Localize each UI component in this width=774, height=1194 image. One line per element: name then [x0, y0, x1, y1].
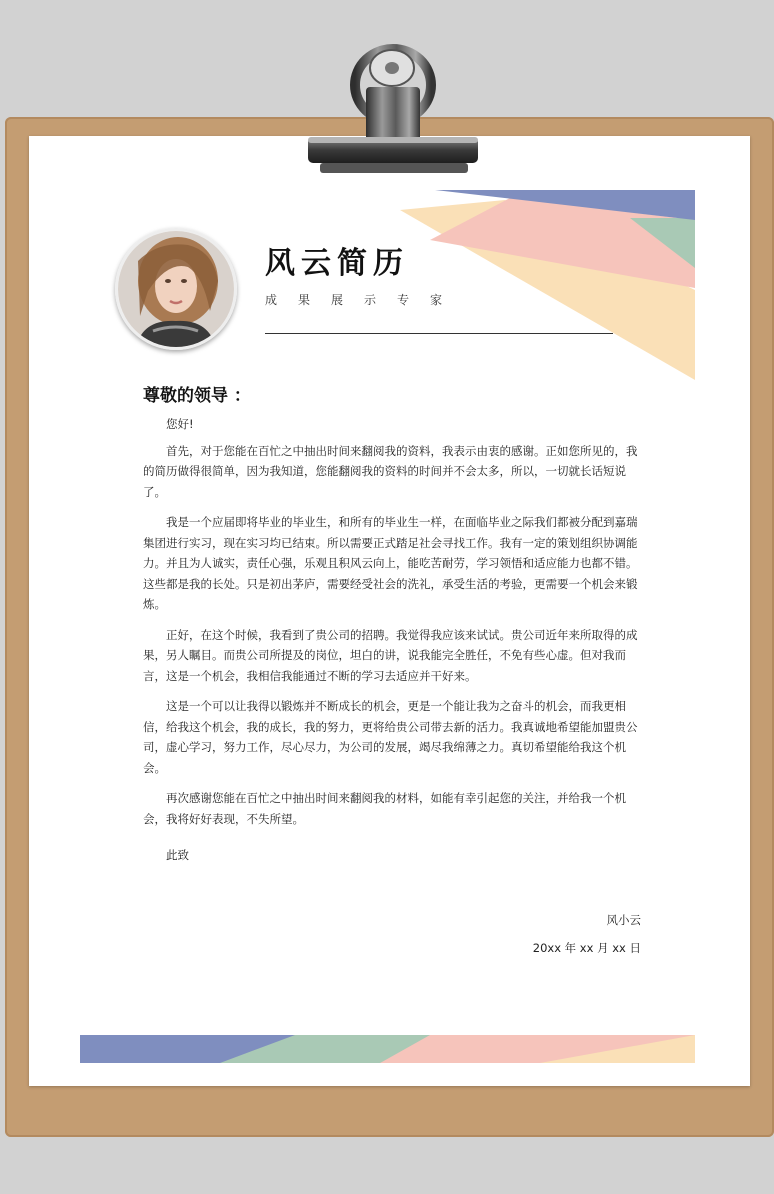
signature-date: 20xx 年 xx 月 xx 日: [532, 941, 641, 955]
page-title: 风云简历: [265, 246, 409, 281]
title-divider: [265, 333, 613, 334]
signature-name: 风小云: [606, 913, 641, 927]
letter-paragraph: 再次感谢您能在百忙之中抽出时间来翻阅我的材料，如能有幸引起您的关注，并给我一个机会，我将好好表现，不失所望。: [143, 791, 626, 826]
avatar: [115, 228, 237, 350]
decorative-corner-top: [400, 190, 695, 380]
letter-salutation: 您好!: [166, 417, 194, 431]
letter-paragraph: 这是一个可以让我得以锻炼并不断成长的机会，更是一个能让我为之奋斗的机会，而我更相信，给我这个机会，我的成长，我的努力，更将给贵公司带去新的活力。我真诚地希望能加盟贵公司，虚心学习，努力工作，尽心尽力，为公司的发展，竭尽我绵薄之力。真切希望能给我这个机会。: [143, 699, 638, 775]
letter-heading: 尊敬的领导 ：: [143, 386, 251, 406]
page-subtitle: 成果展示专家: [265, 293, 464, 307]
letter-paragraph: 我是一个应届即将毕业的毕业生，和所有的毕业生一样，在面临毕业之际我们都被分配到嘉瑞集团进行实习，现在实习均已结束。所以需要正式踏足社会寻找工作。我有一定的策划组织协调能力。并且为人诚实，责任心强，乐观且积风云向上，能吃苦耐劳，学习领悟和适应能力也都不错。这些都是我的长处。只是初出茅庐，需要经受社会的洗礼，承受生活的考验，更需要一个机会来锻炼。: [143, 515, 638, 611]
portrait-photo-icon: [118, 231, 234, 347]
letter-paragraph: 正好，在这个时候，我看到了贵公司的招聘。我觉得我应该来试试。贵公司近年来所取得的成果，另人瞩目。而贵公司所提及的岗位，坦白的讲，说我能完全胜任，不免有些心虚。但对我而言，这是一个机会，我相信我能通过不断的学习去适应并干好来。: [143, 627, 638, 683]
letter-body: [143, 414, 638, 839]
binder-clip-icon: [300, 25, 485, 180]
letter-closing: 此致: [166, 848, 189, 862]
decorative-band-bottom: [80, 1035, 695, 1063]
letter-paragraph: 首先，对于您能在百忙之中抽出时间来翻阅我的资料，我表示由衷的感谢。正如您所见的，我的简历做得很简单，因为我知道，您能翻阅我的资料的时间并不会太多，所以，一切就长话短说了。: [143, 443, 638, 499]
